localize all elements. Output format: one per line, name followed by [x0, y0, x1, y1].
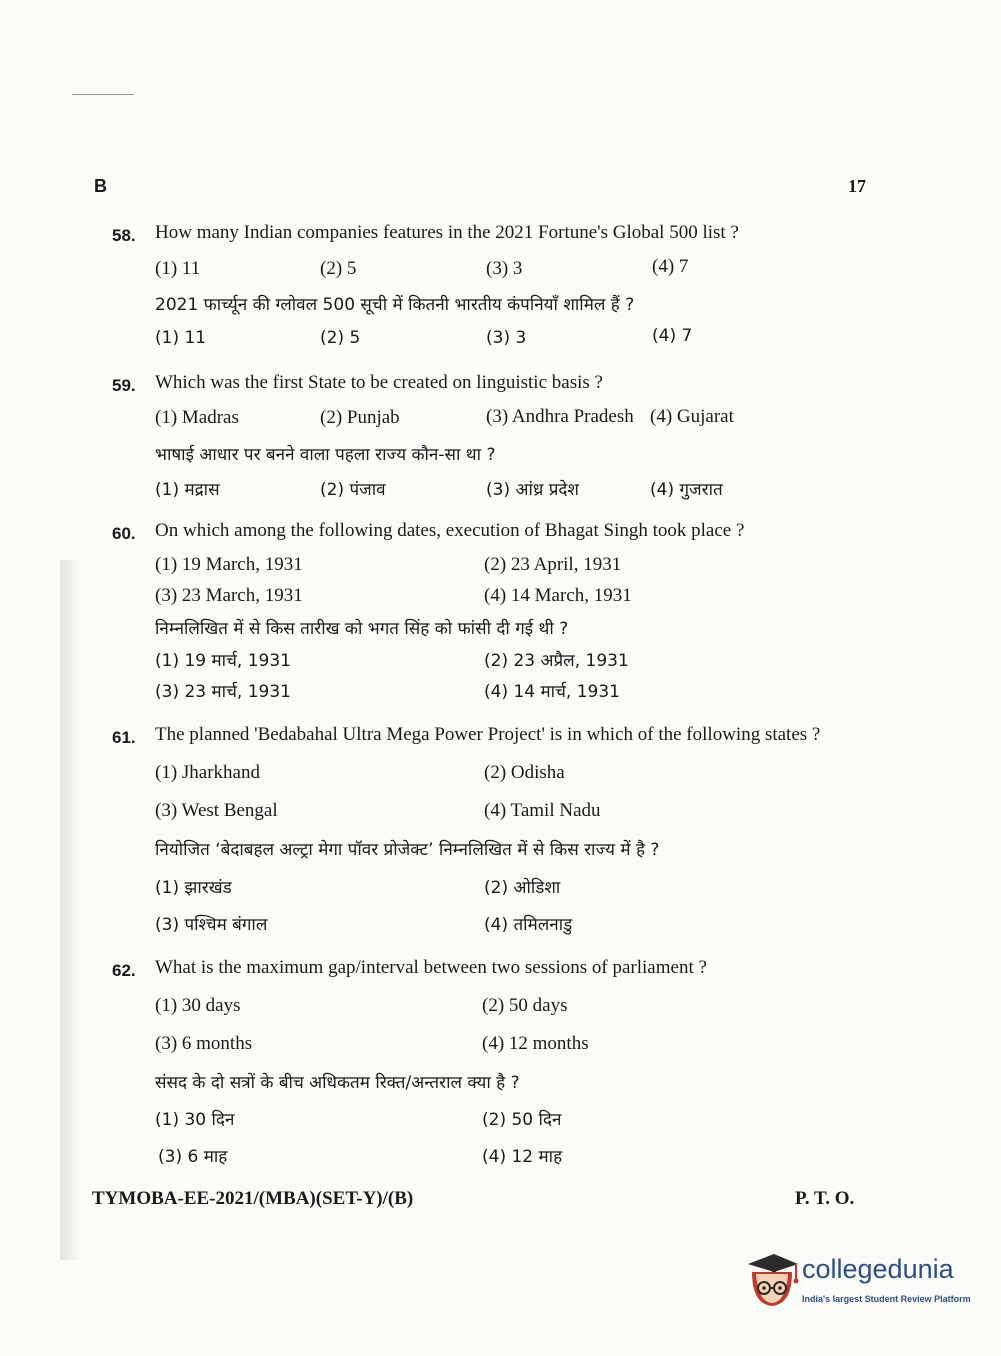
- option-hi-2: (2) 50 दिन: [482, 1110, 562, 1130]
- option-hi-2: (2) 5: [320, 328, 361, 348]
- option-en-4: (4) 14 March, 1931: [484, 585, 632, 606]
- option-en-3: (3) Andhra Pradesh: [486, 406, 634, 427]
- option-en-2: (2) 5: [320, 258, 357, 279]
- option-en-1: (1) Jharkhand: [155, 762, 260, 783]
- please-turn-over: P. T. O.: [795, 1188, 855, 1209]
- option-hi-3: (3) 6 माह: [158, 1147, 228, 1167]
- option-en-4: (4) 12 months: [482, 1033, 589, 1054]
- question-text-hi: 2021 फार्च्यून की ग्लोवल 500 सूची में कितनी भारतीय कंपनियाँ शामिल हैं ?: [155, 295, 635, 315]
- option-en-2: (2) 23 April, 1931: [484, 554, 622, 575]
- option-en-1: (1) 19 March, 1931: [155, 554, 303, 575]
- mascot-icon: [744, 1250, 800, 1310]
- question-number: 62.: [112, 961, 136, 980]
- option-en-1: (1) Madras: [155, 407, 239, 428]
- option-en-3: (3) West Bengal: [155, 800, 278, 821]
- exam-code: TYMOBA-EE-2021/(MBA)(SET-Y)/(B): [92, 1188, 414, 1209]
- question-text-en: On which among the following dates, execution of Bhagat Singh took place ?: [155, 520, 745, 541]
- question-text-hi: निम्नलिखित में से किस तारीख को भगत सिंह को फांसी दी गई थी ?: [155, 619, 569, 639]
- option-hi-1: (1) मद्रास: [155, 480, 220, 500]
- option-en-1: (1) 30 days: [155, 995, 241, 1016]
- option-en-4: (4) Tamil Nadu: [484, 800, 601, 821]
- question-text-en: Which was the first State to be created on linguistic basis ?: [155, 372, 603, 393]
- top-rule: [72, 94, 134, 95]
- option-hi-3: (3) 23 मार्च, 1931: [155, 682, 291, 702]
- option-en-1: (1) 11: [155, 258, 201, 279]
- page-edge-shadow: [60, 560, 82, 1260]
- option-en-3: (3) 6 months: [155, 1033, 253, 1054]
- option-en-3: (3) 23 March, 1931: [155, 585, 303, 606]
- option-hi-2: (2) ओडिशा: [484, 878, 561, 898]
- option-hi-4: (4) 14 मार्च, 1931: [484, 682, 620, 702]
- question-text-hi: नियोजित ‘बेदाबहल अल्ट्रा मेगा पॉवर प्रोजेक्ट’ निम्नलिखित में से किस राज्य में है ?: [155, 840, 660, 860]
- question-text-hi: भाषाई आधार पर बनने वाला पहला राज्य कौन-सा था ?: [155, 445, 496, 465]
- question-text-en: The planned 'Bedabahal Ultra Mega Power Project' is in which of the following states ?: [155, 724, 821, 745]
- option-hi-2: (2) पंजाव: [320, 480, 386, 500]
- option-hi-1: (1) 19 मार्च, 1931: [155, 651, 291, 671]
- logo-wordmark: collegedunia: [802, 1254, 954, 1284]
- option-hi-1: (1) 11: [155, 328, 207, 348]
- option-hi-1: (1) झारखंड: [155, 878, 232, 898]
- option-en-2: (2) Punjab: [320, 407, 400, 428]
- option-hi-4: (4) 12 माह: [482, 1147, 563, 1167]
- question-text-en: How many Indian companies features in the 2021 Fortune's Global 500 list ?: [155, 222, 739, 243]
- question-text-hi: संसद के दो सत्रों के बीच अधिकतम रिक्त/अन्तराल क्या है ?: [155, 1073, 520, 1093]
- question-text-en: What is the maximum gap/interval between two sessions of parliament ?: [155, 957, 707, 978]
- option-hi-4: (4) तमिलनाडु: [484, 915, 573, 935]
- option-hi-3: (3) आंध्र प्रदेश: [486, 480, 579, 500]
- collegedunia-logo: [744, 1250, 969, 1310]
- question-number: 60.: [112, 524, 136, 543]
- option-en-2: (2) Odisha: [484, 762, 565, 783]
- option-hi-3: (3) 3: [486, 328, 527, 348]
- option-en-4: (4) 7: [652, 256, 689, 277]
- set-letter: B: [94, 176, 107, 196]
- option-en-3: (3) 3: [486, 258, 523, 279]
- option-hi-1: (1) 30 दिन: [155, 1110, 235, 1130]
- logo-tagline: India's largest Student Review Platform: [802, 1294, 971, 1304]
- option-hi-4: (4) गुजरात: [650, 480, 723, 500]
- option-hi-2: (2) 23 अप्रैल, 1931: [484, 651, 629, 671]
- page-number: 17: [848, 176, 866, 196]
- question-number: 58.: [112, 226, 136, 245]
- question-number: 61.: [112, 728, 136, 747]
- option-hi-3: (3) पश्चिम बंगाल: [155, 915, 268, 935]
- option-hi-4: (4) 7: [652, 326, 693, 346]
- option-en-2: (2) 50 days: [482, 995, 568, 1016]
- option-en-4: (4) Gujarat: [650, 406, 734, 427]
- question-number: 59.: [112, 376, 136, 395]
